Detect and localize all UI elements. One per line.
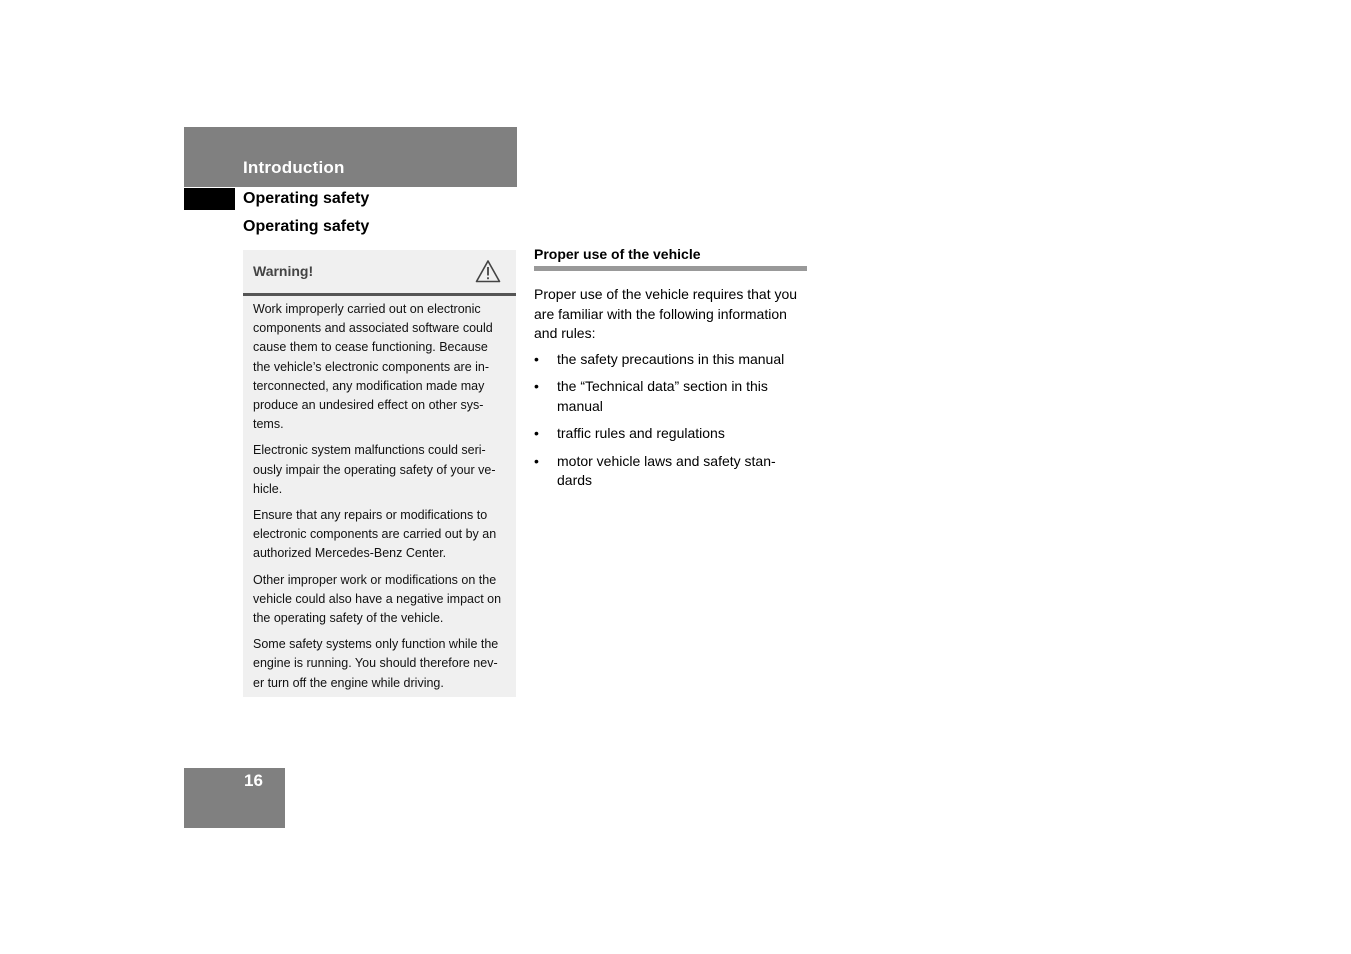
list-item-text: traffic rules and regulations	[557, 425, 725, 441]
bullet-icon: •	[534, 425, 539, 441]
warning-paragraph: Some safety systems only function while the engine is running. You should therefore nev-er turn off the engine while driving.	[253, 637, 499, 690]
proper-use-list	[534, 350, 807, 491]
page-number: 16	[244, 771, 263, 790]
list-item	[534, 424, 807, 444]
warning-triangle-icon	[475, 259, 501, 283]
proper-use-section	[534, 246, 807, 499]
warning-paragraph: Ensure that any repairs or modifications to electronic components are carried out by an authorized Mercedes-Benz Center.	[253, 508, 497, 561]
list-item	[534, 452, 807, 491]
page-heading: Operating safety	[243, 218, 370, 235]
list-item-text: the “Technical data” section in this manual	[557, 378, 768, 414]
proper-use-heading: Proper use of the vehicle	[534, 246, 807, 271]
list-item	[534, 350, 807, 370]
warning-title: Warning!	[253, 263, 314, 279]
chapter-title: Introduction	[243, 158, 345, 177]
warning-paragraph: Work improperly carried out on electronic components and associated software could cause them to cease functioning. Because the vehicle’s electronic components are in-terconnected, any modification made may produce an undesired effect on other sys-tems.	[253, 302, 493, 432]
bullet-icon: •	[534, 350, 539, 367]
page-number-box	[184, 768, 285, 828]
section-marker	[184, 188, 235, 210]
warning-paragraph: Electronic system malfunctions could seri-ously impair the operating safety of your ve-hicle.	[253, 443, 496, 496]
list-item	[534, 377, 807, 416]
bullet-icon: •	[534, 452, 539, 469]
warning-paragraph: Other improper work or modifications on the vehicle could also have a negative impact on the operating safety of the vehicle.	[253, 572, 502, 626]
list-item-text: the safety precautions in this manual	[557, 350, 785, 367]
proper-use-intro: Proper use of the vehicle requires that you are familiar with the following information and rules:	[534, 286, 798, 341]
warning-box	[243, 250, 516, 697]
list-item-text: motor vehicle laws and safety stan-dards	[557, 452, 776, 488]
bullet-icon: •	[534, 378, 539, 394]
warning-header	[243, 250, 516, 296]
section-label: Operating safety	[243, 190, 370, 207]
warning-body	[243, 296, 516, 693]
chapter-header-bar	[184, 127, 517, 187]
